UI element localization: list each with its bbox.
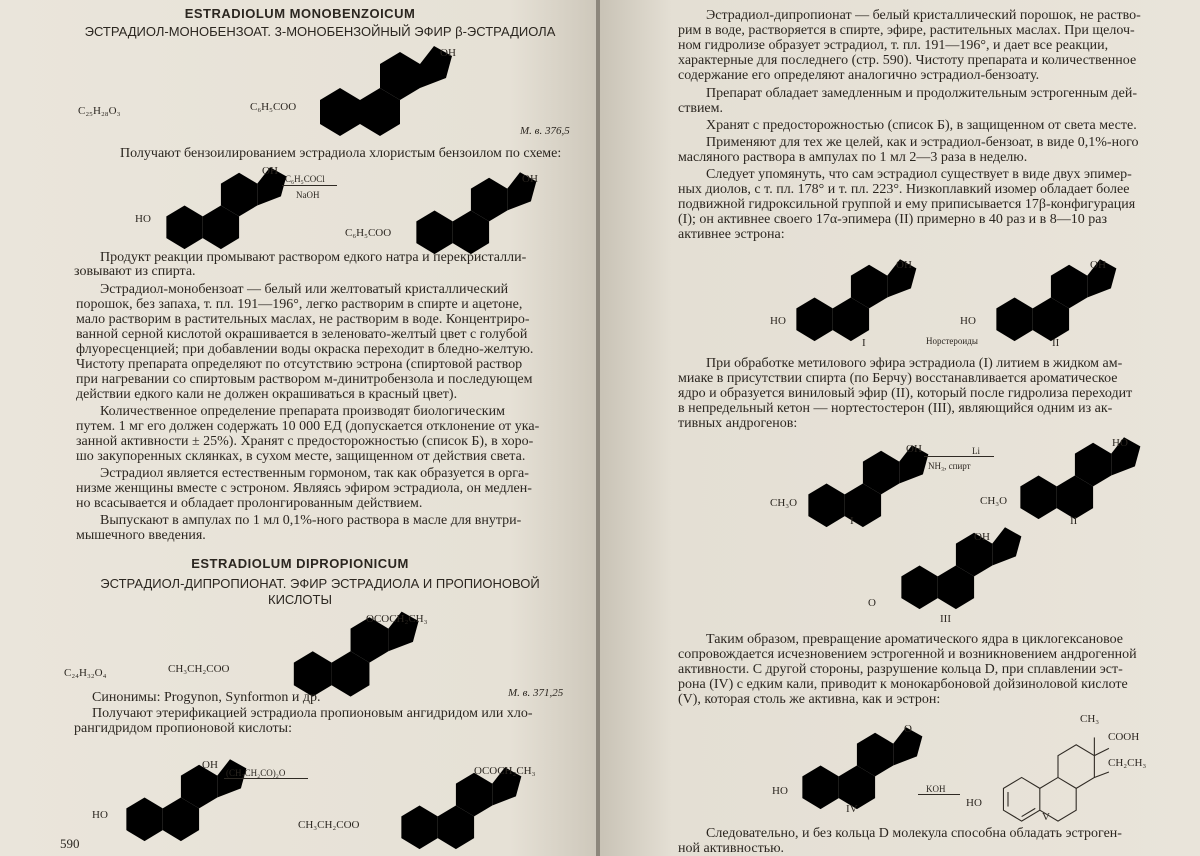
estradiol-17beta-structure	[780, 252, 940, 352]
monograph-title-latin: ESTRADIOLUM DIPROPIONICUM	[191, 556, 409, 571]
structure-label: CH₃O	[980, 495, 1008, 507]
estradiol-17alpha-structure	[980, 252, 1140, 352]
reaction-reagent: Li	[972, 446, 980, 456]
nortestosterone-structure	[885, 520, 1045, 620]
structure-label: OH	[522, 173, 538, 185]
paragraph: Следовательно, и без кольца D молекула способна обладать эстроген-	[706, 826, 1122, 841]
reaction-condition: NH₃, спирт	[928, 461, 971, 471]
structure-label: HO	[772, 785, 788, 797]
page-number: 590	[60, 836, 80, 851]
molecular-weight: М. в. 371,25	[508, 687, 564, 699]
structure-label: CH₃CH₂COO	[298, 819, 360, 831]
structure-label: CH₃CH₂COO	[168, 663, 230, 675]
compound-number: II	[1070, 515, 1078, 527]
reaction-reagent: (CH₃CH₂CO)₂O	[226, 768, 286, 778]
compound-number: I	[862, 337, 866, 349]
estrone-structure	[786, 720, 946, 820]
reaction-reagent: KOH	[926, 784, 946, 794]
structure-label: HO	[1112, 437, 1128, 449]
structure-label: O	[904, 723, 912, 735]
compound-number: IV	[846, 803, 858, 815]
synonyms: Синонимы: Progynon, Synformon и др.	[92, 690, 321, 705]
structure-label: C₆H₅COO	[250, 101, 297, 113]
structure-label: OH	[262, 165, 278, 177]
reaction-condition: NaOH	[296, 190, 320, 200]
reaction-arrow	[918, 794, 960, 795]
left-page: ESTRADIOLUM MONOBENZOICUM ЭСТРАДИОЛ-МОНОБЕНЗОАТ. 3-МОНОБЕНЗОЙНЫЙ ЭФИР β-ЭСТРАДИОЛА OH C₆H₅COO C₂₅H₂₈O₃ М. в. 376,5 Получают бензоилированием эстрадиола хлористым бензоилом по схеме: OH HO C₆H₅COCl NaOH OH C₆H₅COO Продукт реакции промывают раствором едкого натра и перекристалли- зовывают из спирта. Эстрадиол-монобензоат — белый или желтоватый кристаллический порошок, без запаха, т. пл. 191—196°, легко растворим в спирте и ацетоне, мало растворим в растительных маслах, не растворим в воде. Концентриро- ванной серной кислотой окрашивается в зеленовато-желтый цвет с голубой флуоресценцией; при добавлении воды окраска переходит в бледно-желтую. Чистоту препарата определяют по отсутствию эстрона (спиртовой раствор при нагревании со спиртовым раствором м-динитробензола и последующем действии едкого кали не должен окрашиваться в красный цвет). Количественное определение препарата производят биологическим путем. 1 мг его должен содержать 10 000 ЕД (допускается отклонение от ука- занной активности ± 25%). Хранят с предосторожностью (список Б), в хоро- шо закупоренных склянках, в сухом месте, защищенном от действия света. Эстрадиол является естественным гормоном, так как образуется в орга- низме женщины вместе с эстроном. Являясь эфиром эстрадиола, он медлен- но всасывается и обладает пролонгированным действием. Выпускают в ампулах по 1 мл 0,1%-ного раствора в масле для внутри- мышечного введения. ESTRADIOLUM DIPROPIONICUM ЭСТРАДИОЛ-ДИПРОПИОНАТ. ЭФИР ЭСТРАДИОЛА И ПРОПИОНОВОЙ КИСЛОТЫ OCOCH₂CH₃ CH₃CH₂COO C₂₄H₃₂O₄ М. в. 371,25 Синонимы: Progynon, Synformon и др. Получают этерификацией эстрадиола пропионовым ангидридом или хло- рангидридом пропионовой кислоты: OH HO (CH₃CH₂CO)₂O OCOCH₂CH₃ CH₃CH₂COO 590	[0, 0, 600, 856]
paragraph: Получают этерификацией эстрадиола пропионовым ангидридом или хло-	[92, 706, 533, 721]
reaction-reagent: C₆H₅COCl	[285, 174, 325, 184]
monograph-title-russian: ЭСТРАДИОЛ-ДИПРОПИОНАТ. ЭФИР ЭСТРАДИОЛА И ПРОПИОНОВОЙ	[100, 576, 540, 591]
structure-label: OH	[906, 443, 922, 455]
structure-label: CH₃	[1080, 713, 1100, 725]
paragraph: Получают бензоилированием эстрадиола хлористым бензоилом по схеме:	[120, 146, 562, 161]
structure-label: OH	[202, 759, 218, 771]
structure-label: HO	[92, 809, 108, 821]
structure-label: C₆H₅COO	[345, 227, 392, 239]
structure-label: HO	[960, 315, 976, 327]
structure-label: CH₃O	[770, 497, 798, 509]
structure-label: OCOCH₂CH₃	[366, 613, 428, 625]
structure-label: OH	[1090, 259, 1106, 271]
monograph-title-latin: ESTRADIOLUM MONOBENZOICUM	[184, 6, 416, 21]
reaction-arrow	[224, 778, 308, 779]
paragraph: ной активностью.	[678, 841, 785, 856]
structure-label: HO	[135, 213, 151, 225]
structure-label: OH	[896, 259, 912, 271]
molecular-formula: C₂₅H₂₈O₃	[78, 105, 121, 117]
reaction-arrow	[282, 185, 337, 186]
caption: Норстероиды	[926, 336, 978, 346]
compound-number: V	[1042, 811, 1050, 823]
structure-label: OH	[974, 531, 990, 543]
right-page: Эстрадиол-дипропионат — белый кристаллический порошок, не раство- рим в воде, растворяется в спирте, эфире, растительных маслах. При щелоч- ном гидролизе образует эстрадиол, т. пл. 191—196°, и дает все реакции, характерные для последнего (стр. 590). Чистоту препарата и количественное содержание его определяют аналогично эстрадиол-бензоату. Препарат обладает замедленным и продолжительным эстрогенным дей- ствием. Хранят с предосторожностью (список Б), в защищенном от света месте. Применяют для тех же целей, как и эстрадиол-бензоат, в виде 0,1%-ного масляного раствора в ампулах по 1 мл 2—3 раза в неделю. Следует упомянуть, что сам эстрадиол существует в виде двух эпимер- ных диолов, с т. пл. 178° и т. пл. 223°. Низкоплавкий изомер обладает более подвижной гидроксильной группой и ему приписывается 17β-конфигурация (I); он активнее своего 17α-эпимера (II) примерно в 40 раз и в 8—10 раз активнее эстрона: OH HO I Норстероиды OH HO II При обработке метилового эфира эстрадиола (I) литием в жидком ам- миаке в присутствии спирта (по Берчу) восстанавливается ароматическое ядро и образуется виниловый эфир (II), который после гидролиза переходит в непредельный кетон — нортестостерон (III), являющийся одним из ак- тивных андрогенов: OH CH₃O I Li NH₃, спирт HO CH₃O II OH O III Таким образом, превращение ароматического ядра в циклогексановое сопровождается исчезновением эстрогенной и возникновением андрогенной активности. С другой стороны, разрушение кольца D, при сплавлении эст- рона (IV) с едким кали, приводит к монокарбоновой дойзиноловой кислоте (V), которая столь же активна, как и эстрон: O HO IV KOH CH₃ COOH CH₂CH₃ HO V Следовательно, и без кольца D молекула способна обладать эстроген- ной активностью.	[600, 0, 1200, 856]
paragraph: рангидридом пропионовой кислоты:	[74, 721, 292, 736]
reaction-arrow	[924, 456, 994, 457]
structure-label: O	[868, 597, 876, 609]
molecular-formula: C₂₄H₃₂O₄	[64, 667, 107, 679]
compound-number: I	[850, 515, 854, 527]
monograph-title-russian: КИСЛОТЫ	[268, 592, 332, 607]
vinyl-ether-structure	[1004, 430, 1164, 530]
compound-number: III	[940, 613, 951, 625]
doisynolic-acid-structure	[988, 732, 1128, 832]
structure-label: HO	[966, 797, 982, 809]
structure-label: CH₂CH₃	[1108, 757, 1147, 769]
compound-number: II	[1052, 337, 1060, 349]
monograph-title-russian: ЭСТРАДИОЛ-МОНОБЕНЗОАТ. 3-МОНОБЕНЗОЙНЫЙ ЭФИР β-ЭСТРАДИОЛА	[84, 24, 556, 39]
structure-label: OCOCH₂CH₃	[474, 765, 536, 777]
structure-label: HO	[770, 315, 786, 327]
structure-label: OH	[440, 47, 456, 59]
molecular-weight: М. в. 376,5	[520, 125, 570, 137]
structure-label: COOH	[1108, 731, 1140, 743]
